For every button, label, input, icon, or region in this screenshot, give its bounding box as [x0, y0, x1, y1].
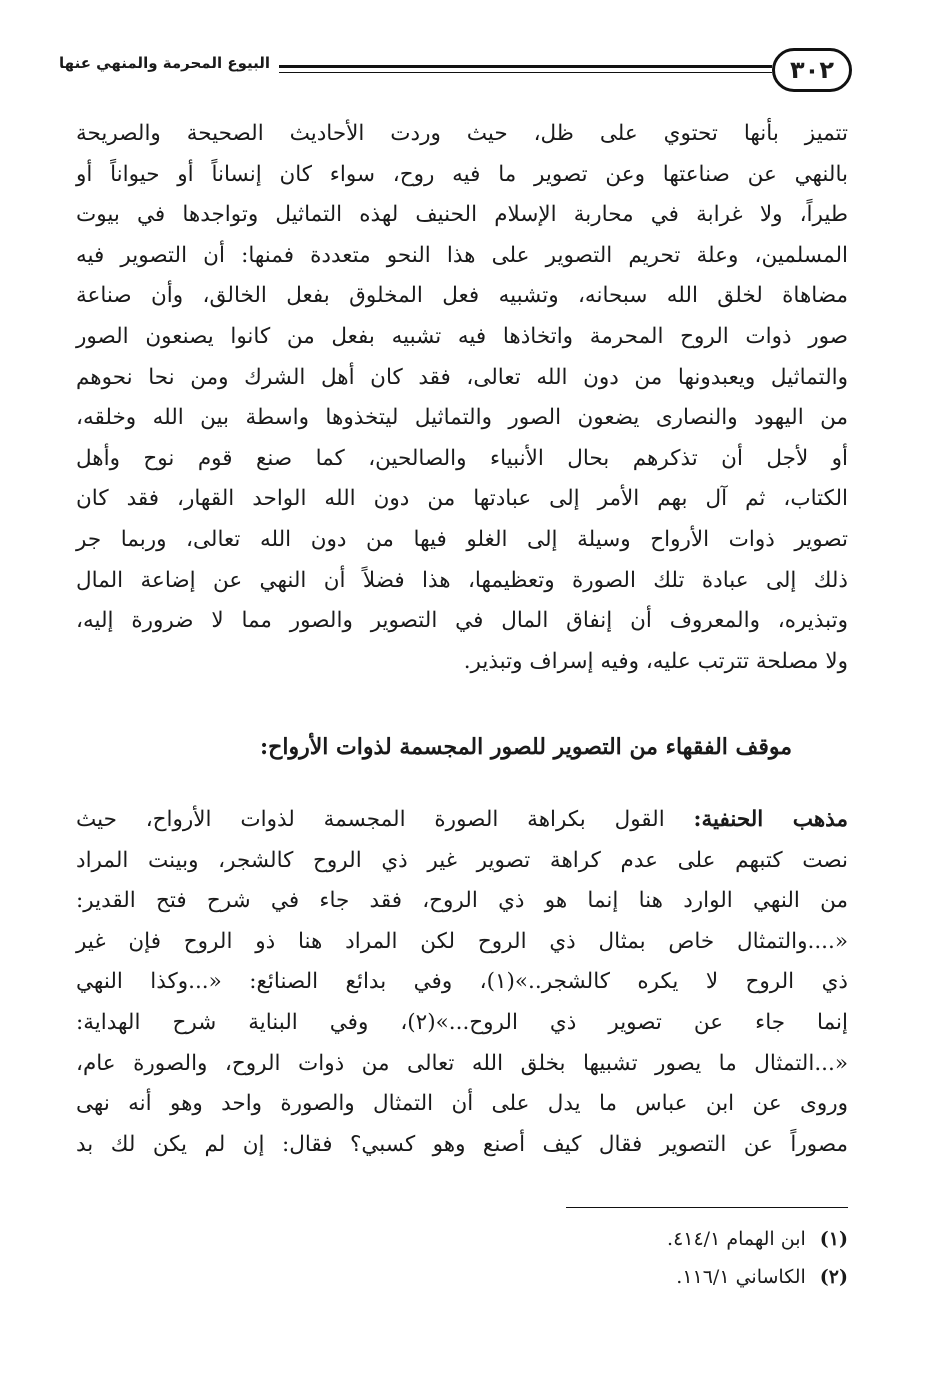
paragraph-2 [76, 800, 848, 1165]
text-line: «...التمثال ما يصور تشبيها بخلق الله تعالى من ذوات الروح، والصورة عام، [76, 1050, 848, 1076]
text-line: مضاهاة لخلق الله سبحانه، وتشبيه فعل المخلوق بفعل الخالق، وأن صناعة [76, 283, 848, 309]
text-line: تصوير ذوات الأرواح وسيلة إلى الغلو فيها من دون الله تعالى، وربما جر [76, 526, 848, 552]
footnote-marker: (١) [819, 1228, 848, 1250]
text-line: ذلك إلى عبادة تلك الصورة وتعظيمها، هذا فضلاً أن النهي عن إضاعة المال [76, 567, 848, 593]
text-line-lead [76, 800, 848, 841]
text-line: وتبذيره، والمعروف أن إنفاق المال في التصوير والصور مما لا ضرورة إليه، [76, 608, 848, 634]
text-line: من النهي الوارد هنا إنما هو ذي الروح، فقد جاء في شرح فتح القدير: [76, 888, 848, 914]
footnote-separator [566, 1207, 848, 1208]
footnote-text: ابن الهمام ٤١٤/١. [667, 1228, 806, 1250]
footnote-marker: (٢) [819, 1266, 848, 1288]
text-line: نصت كتبهم على عدم كراهة تصوير غير ذي الروح كالشجر، وبينت المراد [76, 847, 848, 873]
footnote-1 [248, 1220, 848, 1258]
page-number: ٣٠٢ [772, 48, 852, 92]
text-line: طيراً، ولا غرابة في محاربة الإسلام الحنيف لهذه التماثيل وتواجدها في بيوت [76, 202, 848, 228]
text-line: والتماثيل ويعبدونها من دون الله تعالى، فقد كان أهل الشرك ومن نحا نحوهم [76, 364, 848, 390]
running-header [59, 40, 854, 106]
text-line: ذي الروح لا يكره كالشجر..»(١)، وفي بدائع الصنائع: «...وكذا النهي [76, 969, 848, 995]
footnote-2 [248, 1258, 848, 1296]
running-title: البيوع المحرمة والمنهي عنها [59, 54, 270, 72]
text-line: ولا مصلحة تترتب عليه، وفيه إسراف وتبذير. [463, 648, 848, 674]
text-line: أو لأجل أن تذكرهم بحال الأنبياء والصالحين، كما صنع قوم نوح وأهل [76, 445, 848, 471]
footnotes [248, 1220, 848, 1296]
section-heading: موقف الفقهاء من التصوير للصور المجسمة لذوات الأرواح: [260, 734, 792, 760]
text-line: مصوراً عن التصوير فقال كيف أصنع وهو كسبي؟ فقال: إن لم يكن لك بد [76, 1131, 848, 1157]
header-rule [279, 65, 772, 73]
text-line: «....والتمثال خاص بمثال ذي الروح لكن المراد هنا ذو الروح فإن غير [76, 928, 848, 954]
text-line: المسلمين، وعلة تحريم التصوير على هذا النحو متعددة فمنها: أن التصوير فيه [76, 242, 848, 268]
lead-text: القول بكراهة الصورة المجسمة لذوات الأرواح، حيث [76, 807, 694, 832]
text-line: بالنهي عن صناعتها وعن تصوير ما فيه روح، سواء كان إنساناً أو حيواناً أو [76, 161, 848, 187]
text-line: صور ذوات الروح المحرمة واتخاذها فيه تشبيه بفعل من كانوا يصنعون الصور [76, 323, 848, 349]
text-line: الكتاب، ثم آل بهم الأمر إلى عبادتها من دون الله الواحد القهار، فقد كان [76, 486, 848, 512]
footnote-text: الكاساني ١١٦/١. [676, 1266, 806, 1288]
paragraph-1 [76, 114, 848, 682]
text-line: وروى عن ابن عباس ما يدل على أن التمثال والصورة واحد وهو أنه نهى [76, 1091, 848, 1117]
text-line: تتميز بأنها تحتوي على ظل، حيث وردت الأحاديث الصحيحة والصريحة [76, 121, 848, 146]
hanafi-school-label: مذهب الحنفية: [693, 807, 848, 832]
text-line: من اليهود والنصارى يضعون الصور والتماثيل ليتخذوها واسطة بين الله وخلقه، [76, 405, 848, 431]
text-line: إنما جاء عن تصوير ذي الروح...»(٢)، وفي البناية شرح الهداية: [76, 1009, 848, 1035]
